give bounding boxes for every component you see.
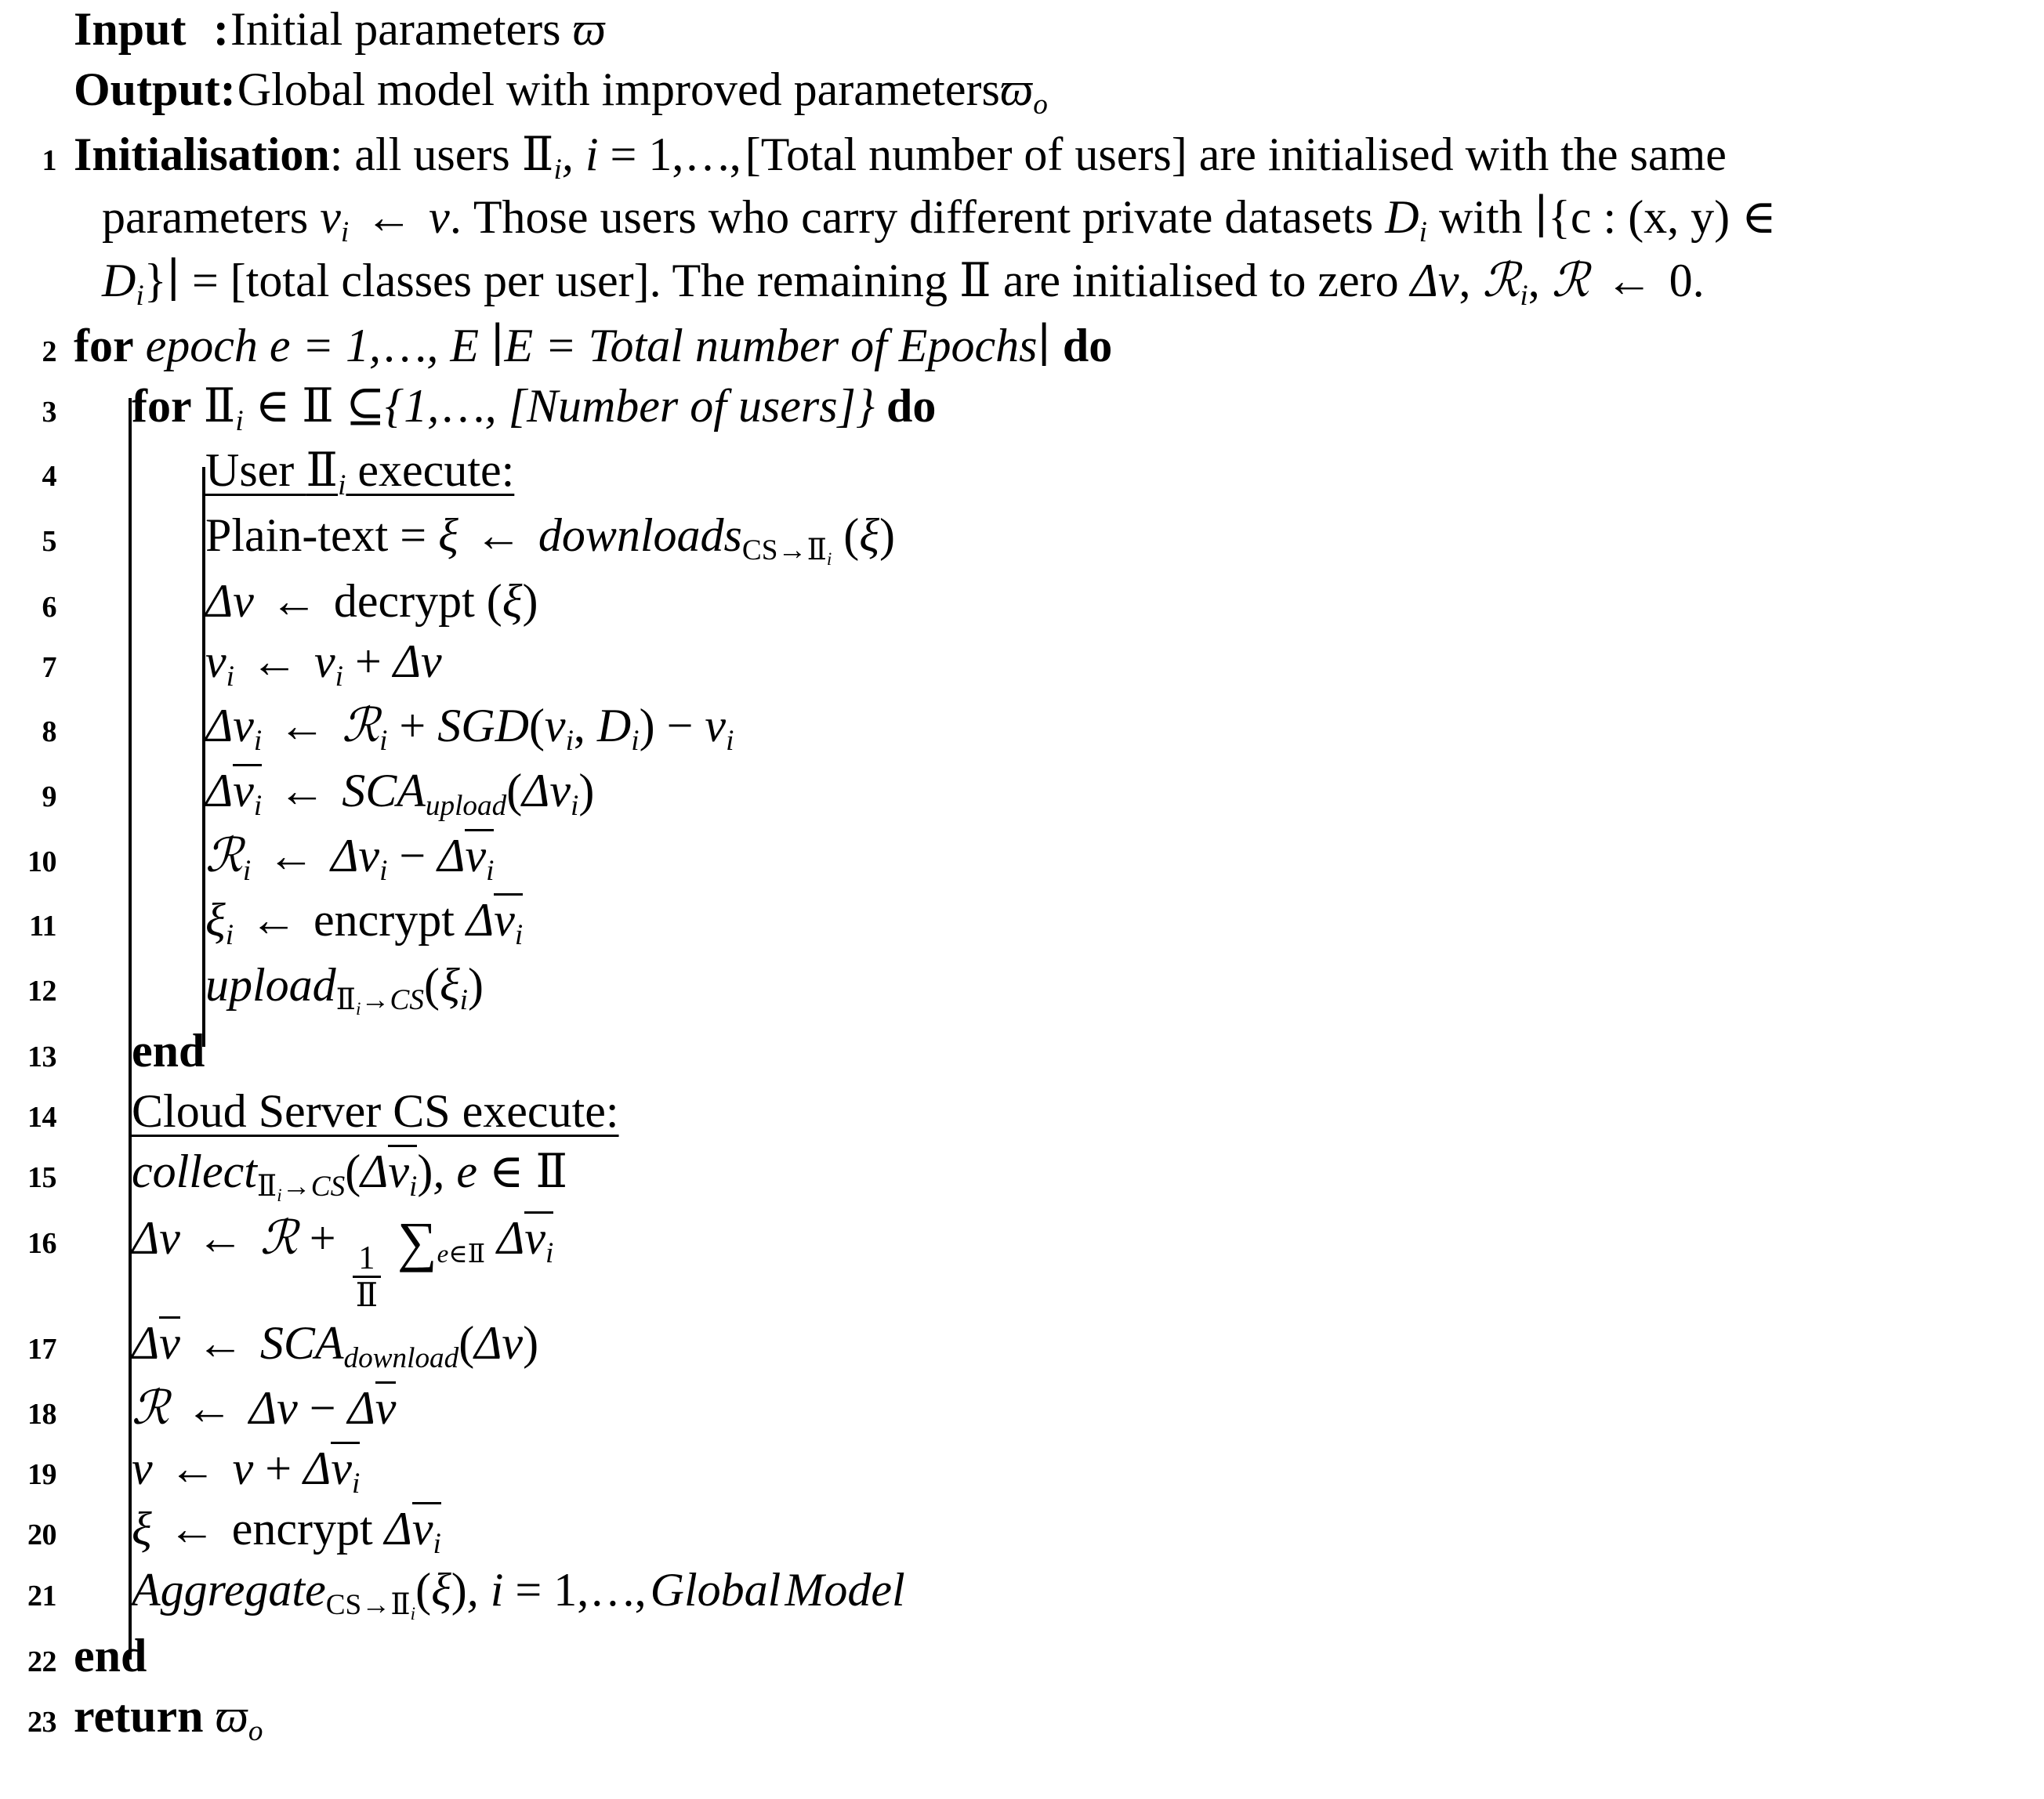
line-18-content: ℛ ← Δν − Δν — [132, 1381, 397, 1434]
line-1-content: Initialisation: all users $Ⅱ_i$, i = 1, …, [Total number of users] are initialised with the same parameters $\nu_i$ ← ν. Those users who carry different private datasets $D_i$ with ∣{c : (x, y) ∈ $D_i\}∣$ = [total classes per user]. The remaining Ⅱ are initialised to zero Δν, ℛ$_i$, ℛ ← 0. — [74, 128, 1777, 313]
line-number-5: 5 — [42, 524, 56, 558]
do-keyword: do — [1062, 319, 1113, 371]
for-condition: $Ⅱ_i$ ∈ Ⅱ ⊆{1, …, [Number of users]} — [203, 379, 875, 437]
line-number-17: 17 — [27, 1333, 56, 1366]
algorithm-line-18 — [0, 1379, 2044, 1438]
output-row — [0, 60, 2044, 124]
algorithm-line-3 — [0, 377, 2044, 440]
cloud-server-header: Cloud Server CS execute: — [132, 1085, 619, 1137]
line-5-content: Plain-text = ξ ← $downloadsCS\to Ⅱ_i$ (ξ) — [205, 509, 895, 569]
line-number-15: 15 — [27, 1161, 56, 1194]
algorithm-line-10 — [0, 827, 2044, 890]
user-execute-header: User $Ⅱ_i$ execute: — [205, 444, 515, 502]
line-number-20: 20 — [27, 1518, 56, 1552]
line-6-content: Δν ← decrypt (ξ) — [205, 574, 538, 627]
algorithm-line-22 — [0, 1627, 2044, 1685]
line-13-content — [56, 1022, 2044, 1080]
algorithm-line-12 — [0, 956, 2044, 1020]
line-3-content — [56, 377, 2044, 440]
algorithm-line-17 — [0, 1314, 2044, 1377]
line-11-content: $\xi_i$ ← encrypt $\Delta\nu_i$ — [205, 894, 524, 952]
line-number-9: 9 — [42, 780, 56, 814]
line-2-content — [56, 317, 2044, 375]
algorithm-line-1 — [0, 125, 2044, 315]
line-7-content: $\nu_i$ ← $\nu_i + \Delta\nu$ — [205, 635, 442, 693]
line-16-content: Δν ← ℛ + $\frac{1}{\text{Ⅱ}}$ ∑e∈Ⅱ $\Delta\nu_i$ — [132, 1211, 554, 1315]
end-keyword: end — [74, 1629, 147, 1681]
algorithm-line-21 — [0, 1561, 2044, 1625]
line-number-19: 19 — [27, 1457, 56, 1491]
line-8-content: $\Delta\nu_i$ ← ℛ$_i$ + $SGD(\nu_i$, $D_i) - \nu_i$ — [205, 700, 734, 758]
initialisation-keyword: Initialisation — [74, 128, 330, 180]
for-keyword: for — [132, 379, 192, 432]
line-number-12: 12 — [27, 975, 56, 1008]
end-keyword: end — [132, 1025, 205, 1077]
return-keyword: return — [74, 1689, 204, 1742]
algorithm-line-16 — [0, 1208, 2044, 1315]
line-21-content: $AggregateCS\to Ⅱ_i(\xi)$, i = 1, …, Global Model — [132, 1563, 905, 1623]
algorithm-line-15 — [0, 1142, 2044, 1207]
algorithm-line-23 — [0, 1687, 2044, 1750]
line-number-14: 14 — [27, 1101, 56, 1134]
line-number-2: 2 — [42, 335, 56, 368]
line-number-16: 16 — [27, 1226, 56, 1260]
line-10-content: ℛ$_i$ ← $\Delta\nu_i - \Delta\nu_i$ — [205, 829, 495, 887]
line-number-23: 23 — [27, 1705, 56, 1739]
algorithm-line-4 — [0, 441, 2044, 505]
line-number-21: 21 — [27, 1579, 56, 1613]
line-number-3: 3 — [42, 395, 56, 429]
line-number-22: 22 — [27, 1645, 56, 1678]
input-value: Initial parameters ϖ — [230, 3, 606, 55]
line-12-content: $uploadⅡ_i\to CS(\xi_i)$ — [205, 959, 484, 1019]
line-23-content — [56, 1687, 2044, 1750]
input-row — [0, 0, 2044, 59]
line-19-content: ν ← $\nu + \Delta\nu_i$ — [132, 1442, 361, 1500]
line-number-18: 18 — [27, 1397, 56, 1431]
algorithm-line-2 — [0, 317, 2044, 375]
algorithm-line-13 — [0, 1022, 2044, 1080]
line-number-8: 8 — [42, 715, 56, 749]
algorithm-line-14 — [0, 1082, 2044, 1141]
line-4-content — [56, 441, 2044, 505]
for-keyword: for — [74, 319, 134, 371]
do-keyword: do — [886, 379, 937, 432]
output-colon: : — [219, 63, 236, 115]
line-22-content — [56, 1627, 2044, 1685]
line-number-1: 1 — [42, 143, 56, 177]
for-condition: epoch e = 1, …, E ∣E = Total number of Epochs∣ — [145, 319, 1051, 371]
algorithm-line-11 — [0, 891, 2044, 954]
output-label: Output — [74, 63, 220, 115]
line-number-10: 10 — [27, 845, 56, 878]
output-value: Global model with improved parametersϖ$_o$ — [237, 63, 1048, 121]
algorithm-line-5 — [0, 506, 2044, 570]
line-number-11: 11 — [29, 910, 56, 943]
line-15-content: $collectⅡ_i\to CS(\Delta\nu_i)$, e ∈ Ⅱ — [132, 1146, 568, 1206]
line-17-content: Δν ← SCAdownload(Δν) — [132, 1317, 539, 1375]
algorithm-line-8 — [0, 697, 2044, 760]
algorithm-line-9 — [0, 762, 2044, 825]
return-value: $ϖ_o$ — [215, 1689, 263, 1747]
line-number-13: 13 — [27, 1041, 56, 1073]
algorithm-line-20 — [0, 1500, 2044, 1561]
input-colon: : — [213, 3, 229, 55]
input-label: Input — [74, 3, 187, 55]
line-20-content: ξ ← encrypt $\Delta\nu_i$ — [132, 1503, 441, 1561]
line-number-6: 6 — [42, 590, 56, 624]
line-number-4: 4 — [42, 460, 56, 494]
line-number-7: 7 — [42, 650, 56, 684]
line-9-content: $\Delta\nu_i$ ← $SCAupload(\Delta\nu_i)$ — [205, 765, 595, 823]
line-14-content — [56, 1082, 2044, 1141]
algorithm-line-7 — [0, 632, 2044, 696]
algorithm-line-6 — [0, 572, 2044, 631]
algorithm-line-19 — [0, 1439, 2044, 1498]
